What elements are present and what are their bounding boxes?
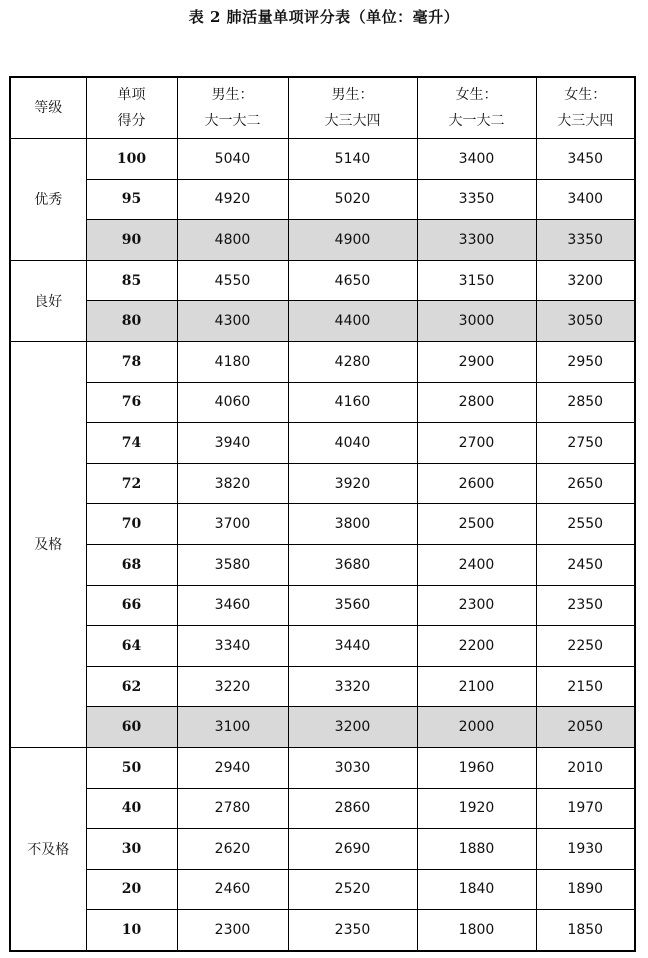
female-year12-cell: 1800: [417, 910, 536, 951]
table-row: [10, 544, 635, 585]
score-cell: 40: [86, 788, 177, 829]
table-row: [10, 788, 635, 829]
header-male-year34-line2: 大三大四: [324, 113, 381, 129]
male-year34-cell: 4040: [288, 423, 417, 464]
header-male-year12-line2: 大一大二: [204, 113, 261, 129]
female-year34-cell: 2350: [536, 585, 635, 626]
male-year34-cell: 3800: [288, 504, 417, 545]
grade-cell: 及格: [10, 341, 86, 747]
male-year34-cell: 2350: [288, 910, 417, 951]
lung-capacity-score-table: [9, 76, 636, 952]
score-cell: 20: [86, 869, 177, 910]
female-year12-cell: 2700: [417, 423, 536, 464]
female-year34-cell: 3200: [536, 260, 635, 301]
female-year34-cell: 2450: [536, 544, 635, 585]
male-year12-cell: 3460: [177, 585, 288, 626]
female-year12-cell: 3400: [417, 139, 536, 180]
grade-cell: 良好: [10, 260, 86, 341]
header-male-year12-line1: 男生：: [211, 87, 254, 103]
male-year34-cell: 4160: [288, 382, 417, 423]
score-cell: 30: [86, 829, 177, 870]
male-year12-cell: 4800: [177, 220, 288, 261]
score-cell: 78: [86, 341, 177, 382]
table-row: [10, 707, 635, 748]
table-row: [10, 179, 635, 220]
female-year12-cell: 3150: [417, 260, 536, 301]
table-row: [10, 139, 635, 180]
header-row: [10, 77, 635, 139]
male-year12-cell: 2620: [177, 829, 288, 870]
male-year12-cell: 4550: [177, 260, 288, 301]
header-male-year34: [288, 77, 417, 139]
female-year34-cell: 2010: [536, 747, 635, 788]
male-year12-cell: 3220: [177, 666, 288, 707]
table-row: [10, 910, 635, 951]
male-year12-cell: 4920: [177, 179, 288, 220]
table-row: [10, 747, 635, 788]
female-year12-cell: 3000: [417, 301, 536, 342]
female-year12-cell: 2300: [417, 585, 536, 626]
male-year12-cell: 3340: [177, 626, 288, 667]
female-year34-cell: 1890: [536, 869, 635, 910]
table-row: [10, 220, 635, 261]
table-title: 表 2 肺活量单项评分表（单位：毫升）: [188, 8, 460, 26]
female-year12-cell: 3350: [417, 179, 536, 220]
female-year12-cell: 2000: [417, 707, 536, 748]
female-year34-cell: 2250: [536, 626, 635, 667]
header-male-year12: [177, 77, 288, 139]
male-year12-cell: 5040: [177, 139, 288, 180]
header-female-year34-line2: 大三大四: [557, 113, 614, 129]
female-year34-cell: 2150: [536, 666, 635, 707]
female-year12-cell: 1880: [417, 829, 536, 870]
male-year34-cell: 3680: [288, 544, 417, 585]
female-year12-cell: 2500: [417, 504, 536, 545]
table-row: [10, 585, 635, 626]
male-year12-cell: 3100: [177, 707, 288, 748]
table-row: [10, 869, 635, 910]
female-year34-cell: 2050: [536, 707, 635, 748]
male-year34-cell: 3560: [288, 585, 417, 626]
female-year34-cell: 2550: [536, 504, 635, 545]
table-row: [10, 382, 635, 423]
header-female-year34-line1: 女生：: [564, 87, 607, 103]
female-year12-cell: 2100: [417, 666, 536, 707]
female-year34-cell: 2650: [536, 463, 635, 504]
score-cell: 95: [86, 179, 177, 220]
score-cell: 60: [86, 707, 177, 748]
score-cell: 70: [86, 504, 177, 545]
header-score: [86, 77, 177, 139]
grade-cell: 优秀: [10, 139, 86, 261]
male-year34-cell: 4280: [288, 341, 417, 382]
score-cell: 80: [86, 301, 177, 342]
male-year34-cell: 4900: [288, 220, 417, 261]
score-cell: 64: [86, 626, 177, 667]
header-male-year34-line1: 男生：: [331, 87, 374, 103]
male-year34-cell: 3920: [288, 463, 417, 504]
male-year34-cell: 2520: [288, 869, 417, 910]
header-grade: 等级: [10, 77, 86, 139]
table-row: [10, 423, 635, 464]
female-year34-cell: 3450: [536, 139, 635, 180]
female-year34-cell: 1930: [536, 829, 635, 870]
female-year34-cell: 2950: [536, 341, 635, 382]
score-cell: 10: [86, 910, 177, 951]
male-year12-cell: 2300: [177, 910, 288, 951]
male-year12-cell: 3700: [177, 504, 288, 545]
score-cell: 90: [86, 220, 177, 261]
male-year34-cell: 5020: [288, 179, 417, 220]
male-year34-cell: 4650: [288, 260, 417, 301]
male-year34-cell: 3030: [288, 747, 417, 788]
score-cell: 66: [86, 585, 177, 626]
header-score-line1: 单项: [117, 87, 146, 103]
header-female-year12-line1: 女生：: [455, 87, 498, 103]
score-cell: 76: [86, 382, 177, 423]
score-cell: 74: [86, 423, 177, 464]
score-cell: 62: [86, 666, 177, 707]
female-year12-cell: 1960: [417, 747, 536, 788]
female-year34-cell: 1970: [536, 788, 635, 829]
header-female-year34: [536, 77, 635, 139]
table-row: [10, 504, 635, 545]
male-year12-cell: 4060: [177, 382, 288, 423]
male-year12-cell: 3940: [177, 423, 288, 464]
male-year12-cell: 3820: [177, 463, 288, 504]
table-row: [10, 301, 635, 342]
female-year34-cell: 1850: [536, 910, 635, 951]
male-year12-cell: 2460: [177, 869, 288, 910]
female-year12-cell: 2200: [417, 626, 536, 667]
female-year34-cell: 3350: [536, 220, 635, 261]
table-row: [10, 463, 635, 504]
score-cell: 50: [86, 747, 177, 788]
table-row: [10, 829, 635, 870]
male-year34-cell: 2690: [288, 829, 417, 870]
female-year12-cell: 1920: [417, 788, 536, 829]
grade-cell: 不及格: [10, 747, 86, 950]
male-year34-cell: 3320: [288, 666, 417, 707]
female-year34-cell: 3400: [536, 179, 635, 220]
score-cell: 85: [86, 260, 177, 301]
male-year12-cell: 4180: [177, 341, 288, 382]
male-year12-cell: 2780: [177, 788, 288, 829]
header-female-year12: [417, 77, 536, 139]
male-year34-cell: 4400: [288, 301, 417, 342]
male-year34-cell: 3440: [288, 626, 417, 667]
female-year12-cell: 2800: [417, 382, 536, 423]
female-year34-cell: 2850: [536, 382, 635, 423]
header-female-year12-line2: 大一大二: [448, 113, 505, 129]
female-year12-cell: 1840: [417, 869, 536, 910]
male-year12-cell: 3580: [177, 544, 288, 585]
score-cell: 72: [86, 463, 177, 504]
male-year34-cell: 2860: [288, 788, 417, 829]
table-row: [10, 666, 635, 707]
header-score-line2: 得分: [117, 113, 146, 129]
female-year12-cell: 2600: [417, 463, 536, 504]
score-cell: 68: [86, 544, 177, 585]
female-year34-cell: 3050: [536, 301, 635, 342]
table-body: [10, 139, 635, 951]
male-year12-cell: 4300: [177, 301, 288, 342]
male-year34-cell: 3200: [288, 707, 417, 748]
table-row: [10, 341, 635, 382]
female-year34-cell: 2750: [536, 423, 635, 464]
table-row: [10, 260, 635, 301]
male-year34-cell: 5140: [288, 139, 417, 180]
male-year12-cell: 2940: [177, 747, 288, 788]
female-year12-cell: 2900: [417, 341, 536, 382]
female-year12-cell: 2400: [417, 544, 536, 585]
table-row: [10, 626, 635, 667]
female-year12-cell: 3300: [417, 220, 536, 261]
score-cell: 100: [86, 139, 177, 180]
